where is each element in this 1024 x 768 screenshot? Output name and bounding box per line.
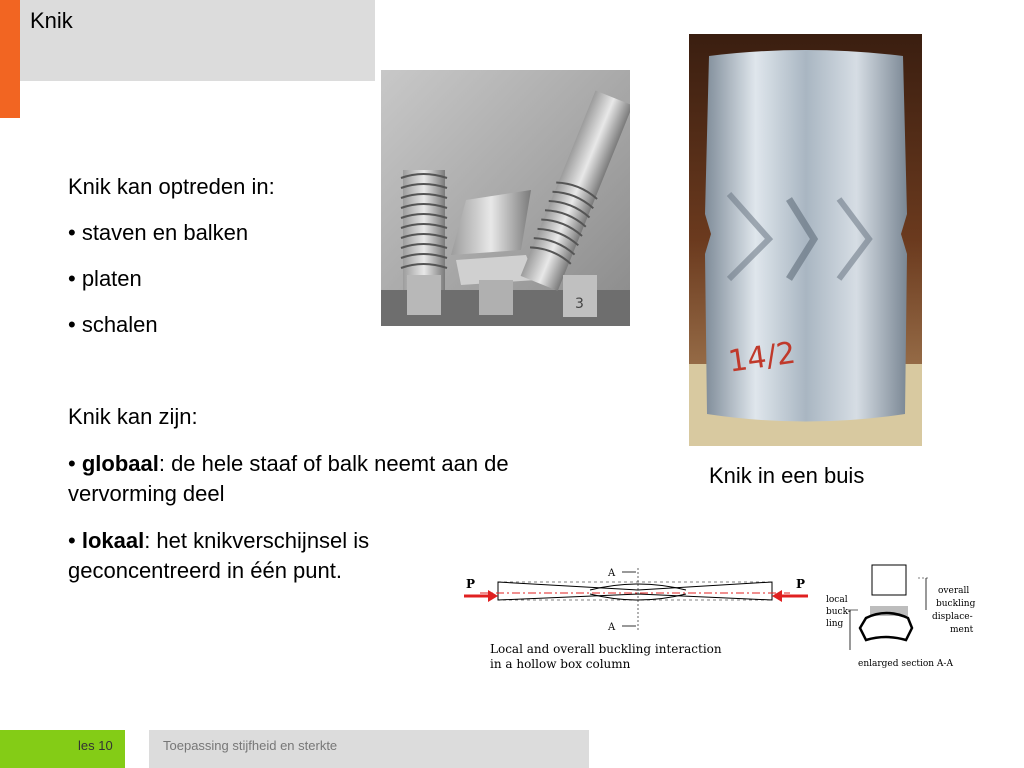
slide-title: Knik (30, 8, 73, 33)
global-term: globaal (81, 451, 159, 476)
local-term: lokaal (81, 528, 145, 553)
load-arrowhead-left (488, 590, 498, 602)
footer-course: Toepassing stijfheid en sterkte (163, 738, 338, 753)
local-prefix: • (68, 528, 82, 553)
section-label: enlarged section A-A (858, 659, 953, 669)
title-box (20, 0, 375, 81)
accent-bar (0, 0, 20, 118)
overall-label-3: displace- (932, 612, 973, 622)
local-desc: : het knikverschijnsel is geconcentreerd in één punt. (68, 528, 370, 583)
buckling-diagram (460, 560, 980, 680)
footer-lesson: les 10 (78, 738, 113, 753)
overall-label-1: overall (938, 586, 970, 596)
local-label-2: buck- (826, 607, 851, 617)
load-label-left: P (466, 577, 476, 591)
intro-item-plates: • platen (68, 266, 142, 291)
local-label-3: ling (826, 619, 844, 629)
diagram-caption-1: Local and overall buckling interaction (490, 642, 722, 656)
local-bullet (68, 526, 443, 586)
original-section (872, 565, 906, 595)
load-label-right: P (796, 577, 806, 591)
tube-caption: Knik in een buis (709, 463, 865, 488)
global-desc: : de hele staaf of balk neemt aan de vervorming deel (68, 451, 509, 506)
types-heading: Knik kan zijn: (68, 404, 198, 429)
footer-course-box (149, 730, 589, 768)
crushed-specimens-photo (381, 70, 630, 326)
footer-lesson-box (0, 730, 125, 768)
intro-heading: Knik kan optreden in: (68, 174, 275, 199)
section-marker-top: A (608, 568, 616, 579)
global-prefix: • (68, 451, 82, 476)
specimen-marking: 3 (575, 296, 584, 312)
intro-item-shells: • schalen (68, 312, 158, 337)
overall-label-4: ment (950, 625, 974, 635)
intro-item-beams: • staven en balken (68, 220, 249, 245)
buckled-tube-photo (689, 34, 922, 446)
overall-label-2: buckling (936, 599, 976, 609)
tube-marking: 14/2 (726, 335, 798, 380)
global-bullet (68, 449, 598, 509)
column-outline (498, 582, 772, 600)
load-arrowhead-right (772, 590, 782, 602)
local-label-1: local (826, 595, 848, 605)
section-marker-bottom: A (608, 622, 616, 633)
diagram-caption-2: in a hollow box column (490, 657, 631, 671)
buckled-section (860, 613, 912, 640)
